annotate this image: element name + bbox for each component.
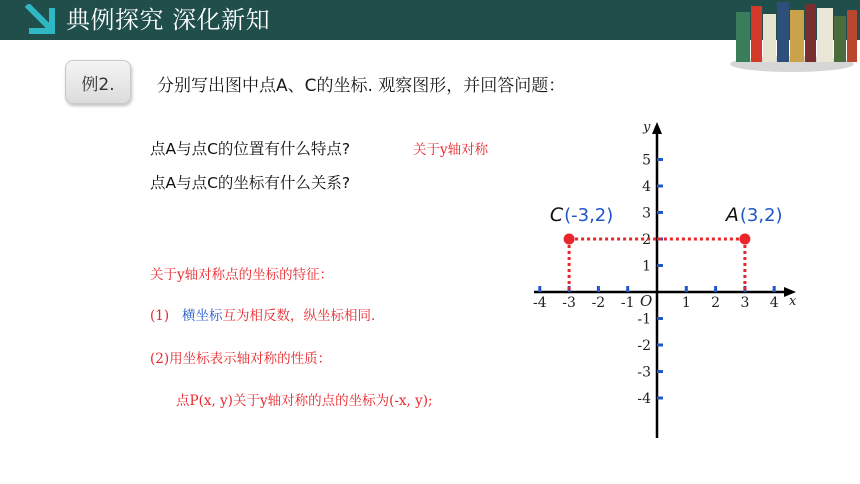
y-tick-label: -1 (637, 311, 651, 328)
question-text: 分别写出图中点A、C的坐标. 观察图形，并回答问题： (157, 76, 566, 96)
y-tick-label: 3 (642, 205, 651, 222)
x-tick-label: -4 (532, 295, 547, 311)
answer-text: 关于y轴对称 (413, 142, 489, 158)
y-tick-label: 4 (642, 179, 651, 195)
item1-highlight: 横坐标 (182, 308, 223, 324)
item1-text: 互为相反数，纵坐标相同. (222, 308, 376, 324)
point-c-coord: (-3,2) (564, 205, 614, 226)
feature-item-3: 点P(x, y)关于y轴对称的点的坐标为(-x, y); (176, 393, 433, 409)
y-tick-label: -3 (637, 364, 651, 381)
origin-label: O (640, 292, 653, 310)
point-a-coord: (3,2) (739, 205, 783, 226)
y-axis-label: y (643, 120, 651, 135)
question-position: 点A与点C的位置有什么特点? (150, 140, 351, 158)
header-title: 典例探究 深化新知 (66, 6, 271, 34)
y-tick-label: -2 (637, 338, 651, 354)
feature-heading: 关于y轴对称点的坐标的特征： (150, 267, 334, 283)
example-badge: 例2. (65, 60, 131, 104)
x-tick-label: 3 (740, 295, 750, 311)
y-tick-label: 2 (642, 232, 651, 248)
x-tick-label: 4 (769, 295, 779, 311)
point-a-name: A (725, 204, 739, 226)
question-coordinates: 点A与点C的坐标有什么关系? (150, 174, 351, 192)
item1-prefix: (1) (150, 308, 170, 324)
feature-item-2: (2)用坐标表示轴对称的性质： (150, 351, 332, 367)
x-tick-label: -2 (591, 295, 606, 311)
point-a (739, 234, 750, 245)
point-c (564, 234, 575, 245)
point-c-name: C (549, 204, 564, 226)
y-tick-label: 1 (642, 258, 651, 275)
x-axis-label: x (789, 294, 797, 309)
y-axis-arrow (652, 122, 662, 134)
x-tick-label: -3 (562, 295, 576, 311)
x-tick-label: -1 (620, 295, 635, 311)
x-tick-label: 2 (711, 295, 721, 311)
y-tick-label: -4 (637, 391, 651, 407)
y-tick-label: 5 (642, 152, 651, 169)
x-tick-label: 1 (681, 295, 691, 311)
